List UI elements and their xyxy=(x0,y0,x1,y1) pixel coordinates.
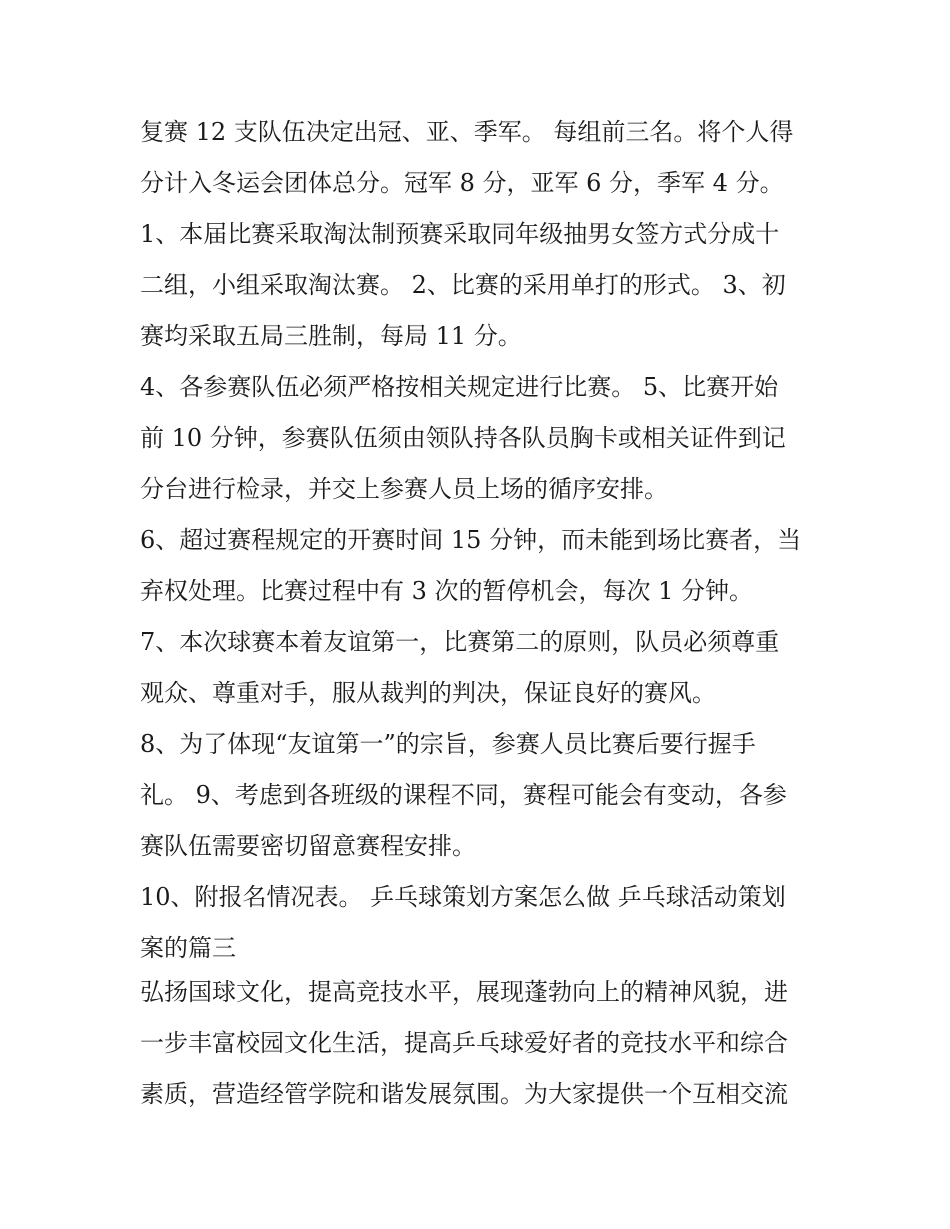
text-line: 案的篇三 xyxy=(140,934,236,962)
text-line: 二组，小组采取淘汰赛。 2、比赛的采用单打的形式。 3、初 xyxy=(140,271,786,299)
text-line: 一步丰富校园文化生活，提高乒乓球爱好者的竞技水平和综合 xyxy=(140,1029,788,1057)
text-line: 弘扬国球文化，提高竞技水平，展现蓬勃向上的精神风貌，进 xyxy=(140,978,788,1006)
text-line: 分台进行检录，并交上参赛人员上场的循序安排。 xyxy=(140,475,668,503)
text-line: 7、本次球赛本着友谊第一，比赛第二的原则，队员必须尊重 xyxy=(140,628,780,656)
text-line: 素质，营造经管学院和谐发展氛围。为大家提供一个互相交流 xyxy=(140,1080,788,1108)
text-line: 赛均采取五局三胜制，每局 11 分。 xyxy=(140,322,522,350)
text-line: 分计入冬运会团体总分。冠军 8 分，亚军 6 分，季军 4 分。 xyxy=(140,169,784,197)
text-line: 1、本届比赛采取淘汰制预赛采取同年级抽男女签方式分成十 xyxy=(140,220,780,248)
text-line: 4、各参赛队伍必须严格按相关规定进行比赛。 5、比赛开始 xyxy=(140,373,779,401)
text-line: 复赛 12 支队伍决定出冠、亚、季军。 每组前三名。将个人得 xyxy=(140,118,794,146)
text-line: 10、附报名情况表。 乒乓球策划方案怎么做 乒乓球活动策划 xyxy=(140,883,786,911)
document-body xyxy=(140,107,820,1120)
text-line: 弃权处理。比赛过程中有 3 次的暂停机会，每次 1 分钟。 xyxy=(140,577,754,605)
text-line: 8、为了体现“友谊第一”的宗旨，参赛人员比赛后要行握手 xyxy=(140,730,756,758)
text-line: 6、超过赛程规定的开赛时间 15 分钟，而未能到场比赛者，当 xyxy=(140,526,802,554)
text-line: 观众、尊重对手，服从裁判的判决，保证良好的赛风。 xyxy=(140,679,716,707)
text-line: 赛队伍需要密切留意赛程安排。 xyxy=(140,832,476,860)
text-line: 礼。 9、考虑到各班级的课程不同，赛程可能会有变动，各参 xyxy=(140,781,787,809)
text-line: 前 10 分钟，参赛队伍须由领队持各队员胸卡或相关证件到记 xyxy=(140,424,786,452)
